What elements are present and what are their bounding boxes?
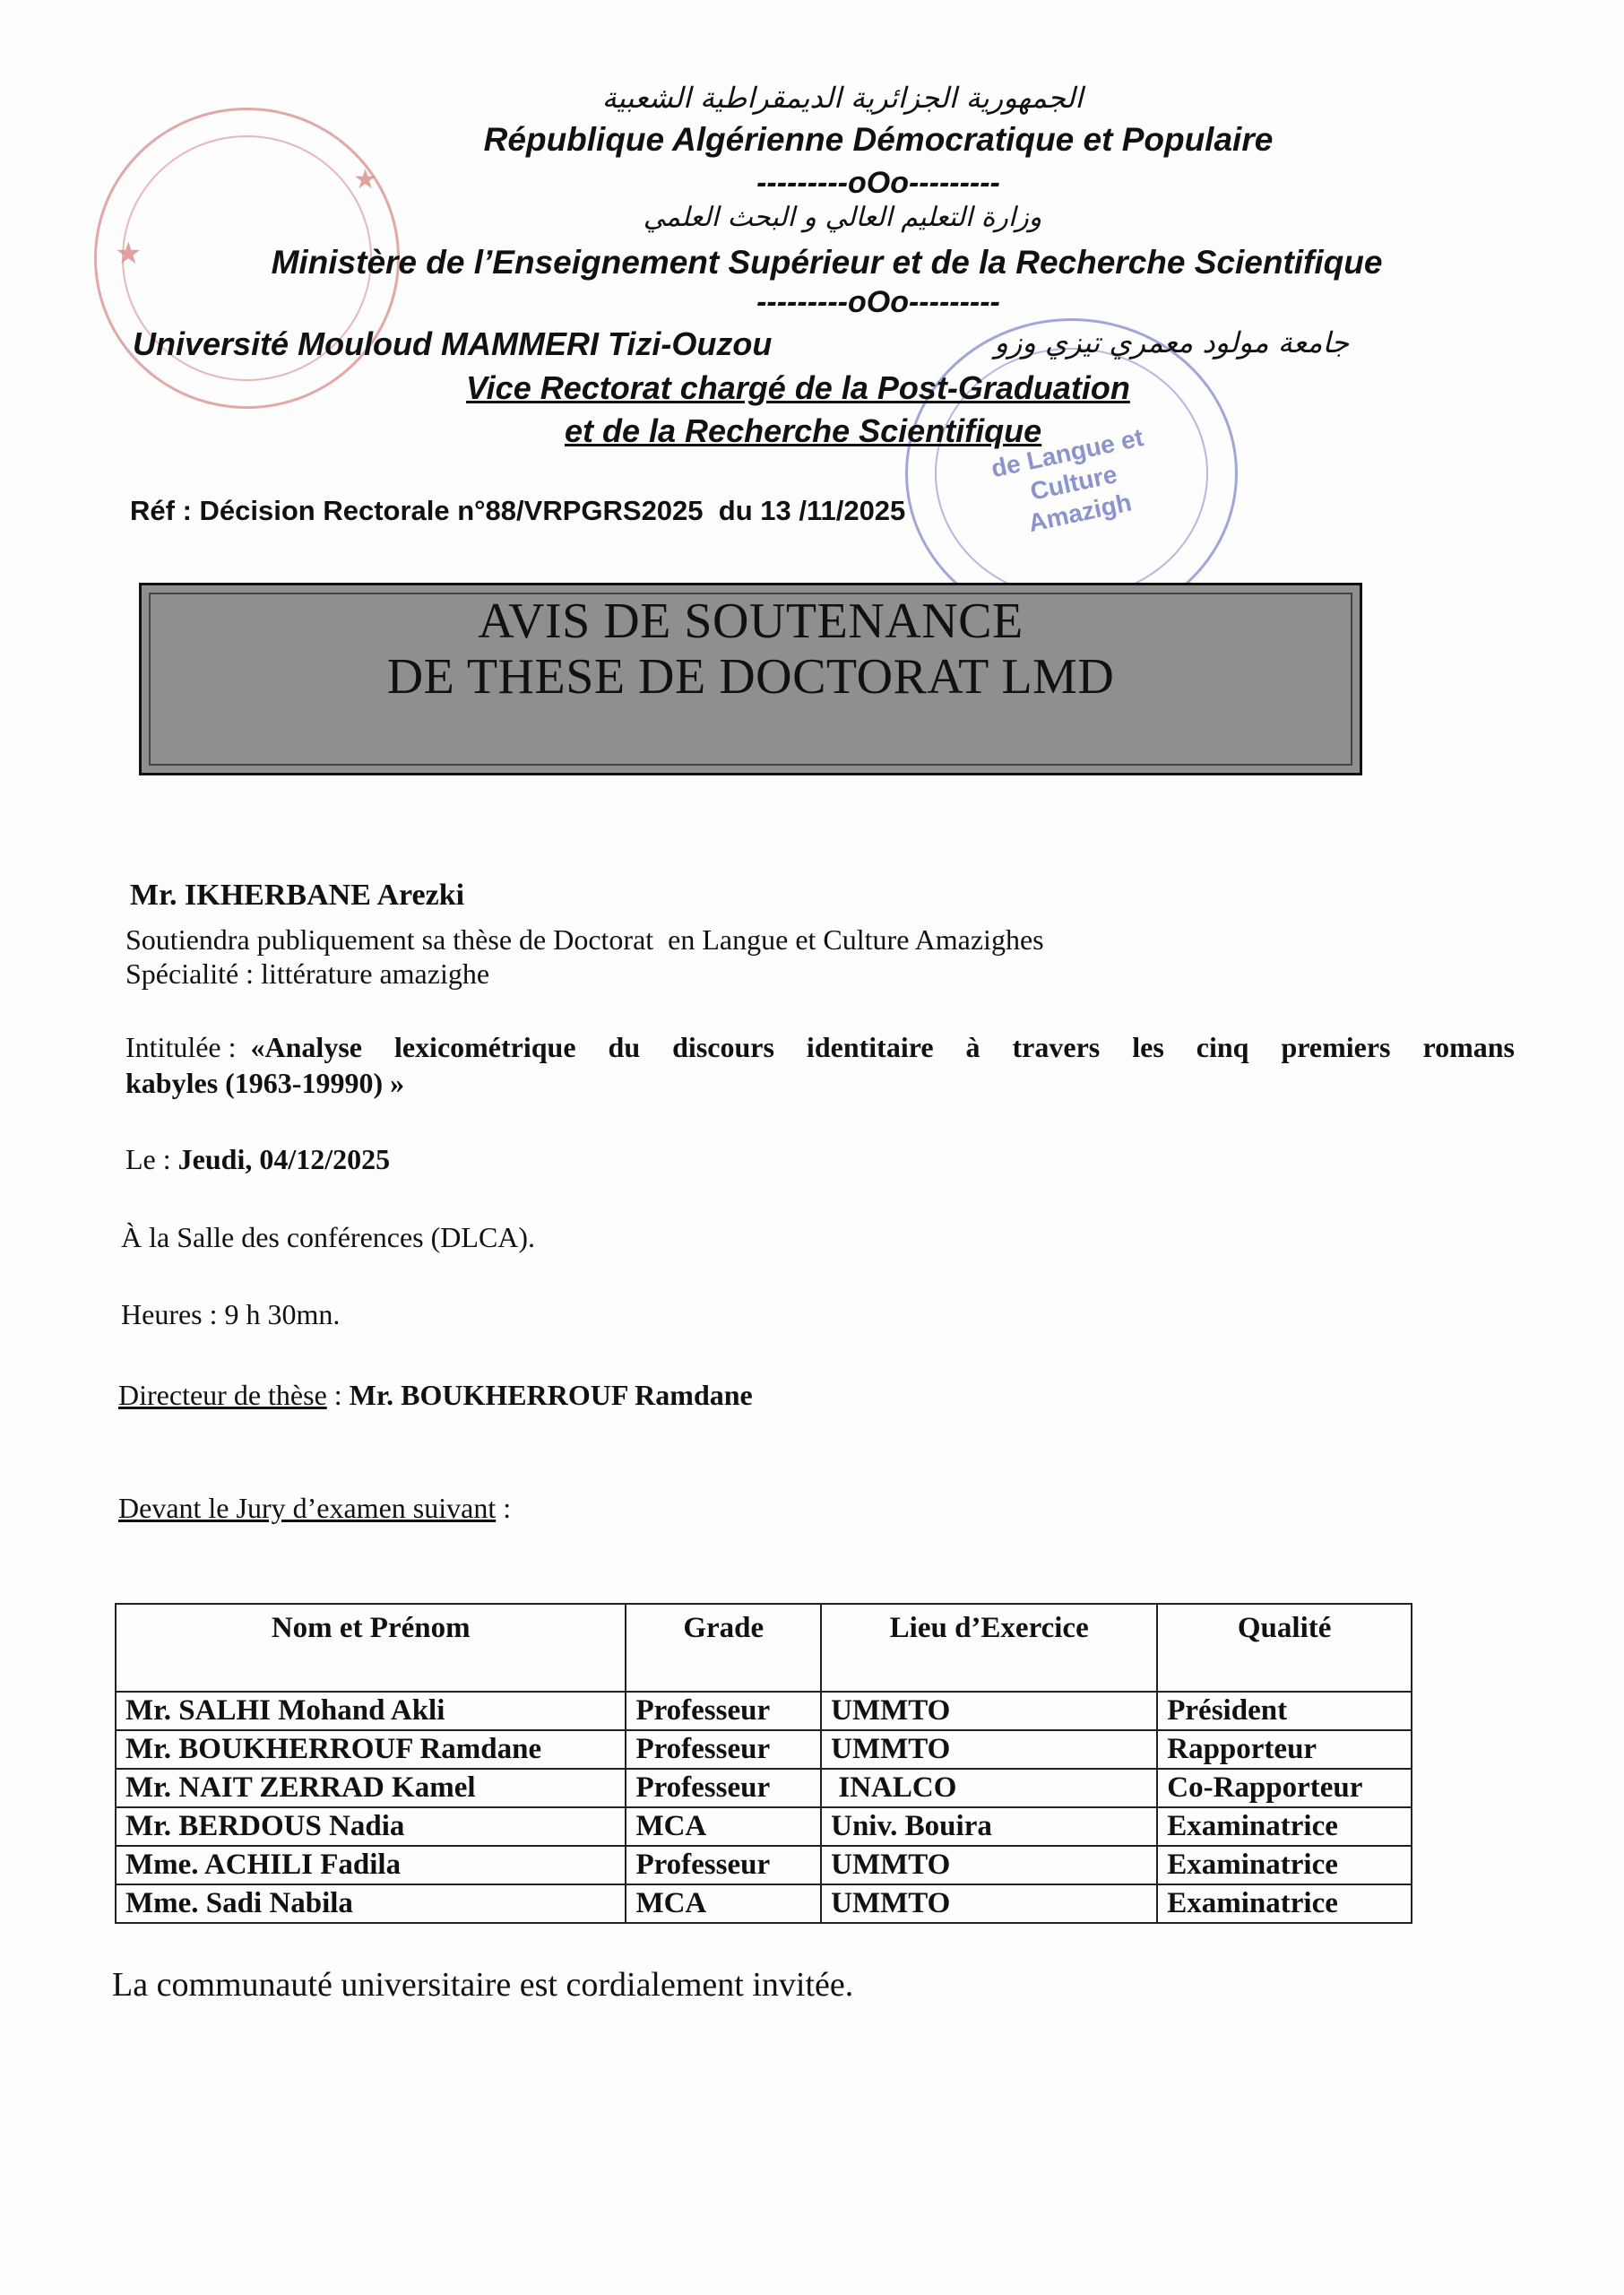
date-line <box>125 1143 390 1176</box>
cell-lieu: INALCO <box>821 1769 1157 1807</box>
table-header-row <box>116 1604 1412 1692</box>
cell-qualite: Rapporteur <box>1157 1730 1412 1769</box>
director-sep: : <box>326 1379 350 1411</box>
cell-lieu: Univ. Bouira <box>821 1807 1157 1846</box>
republic-heading: République Algérienne Démocratique et Populaire <box>483 121 1274 158</box>
stamp-text: de Langue et Culture Amazigh <box>989 423 1146 538</box>
cell-grade: MCA <box>626 1807 821 1846</box>
cell-grade: Professeur <box>626 1769 821 1807</box>
cell-grade: Professeur <box>626 1730 821 1769</box>
cell-lieu: UMMTO <box>821 1884 1157 1923</box>
cell-qualite: Examinatrice <box>1157 1846 1412 1884</box>
thesis-title-line2: kabyles (1963-19990) » <box>125 1067 405 1099</box>
cell-name: Mr. NAIT ZERRAD Kamel <box>116 1769 626 1807</box>
jury-intro-sep: : <box>496 1492 512 1524</box>
cell-grade: MCA <box>626 1884 821 1923</box>
table-row <box>116 1730 1412 1769</box>
title-line2: DE THESE DE DOCTORAT LMD <box>386 649 1115 705</box>
header-grade: Grade <box>626 1604 821 1692</box>
arabic-ministry-heading: وزارة التعليم العالي و البحث العلمي <box>643 202 1042 233</box>
ministry-heading: Ministère de l’Enseignement Supérieur et de la Recherche Scientifique <box>271 244 1383 281</box>
thesis-title-line1: «Analyse lexicométrique du discours identitaire à travers les cinq premiers romans <box>250 1031 1515 1063</box>
thesis-line1 <box>125 1029 1515 1065</box>
header-separator: ---------oOo--------- <box>756 285 1000 319</box>
header-lieu: Lieu d’Exercice <box>821 1604 1157 1692</box>
time-line: Heures : 9 h 30mn. <box>121 1298 341 1330</box>
table-row <box>116 1692 1412 1730</box>
table-row <box>116 1846 1412 1884</box>
jury-intro-label: Devant le Jury d’examen suivant <box>118 1492 497 1524</box>
jury-table <box>115 1603 1412 1924</box>
date-value: Jeudi, 04/12/2025 <box>177 1143 391 1175</box>
thesis-label: Intitulée : <box>125 1031 244 1063</box>
cell-qualite: Examinatrice <box>1157 1884 1412 1923</box>
vice-rectorat-line1: Vice Rectorat chargé de la Post-Graduation <box>466 369 1130 406</box>
university-name: Université Mouloud MAMMERI Tizi-Ouzou <box>133 325 773 362</box>
arabic-republic-heading: الجمهورية الجزائرية الديمقراطية الشعبية <box>601 81 1084 115</box>
cell-name: Mr. BOUKHERROUF Ramdane <box>116 1730 626 1769</box>
cell-lieu: UMMTO <box>821 1730 1157 1769</box>
director-name: Mr. BOUKHERROUF Ramdane <box>349 1379 753 1411</box>
reference-line: Réf : Décision Rectorale n°88/VRPGRS2025 du 13 /11/2025 <box>130 495 906 526</box>
cell-qualite: Président <box>1157 1692 1412 1730</box>
header-separator: ---------oOo--------- <box>756 166 1000 200</box>
candidate-name: Mr. IKHERBANE Arezki <box>130 879 465 912</box>
table-row <box>116 1769 1412 1807</box>
cell-name: Mr. SALHI Mohand Akli <box>116 1692 626 1730</box>
date-label: Le : <box>125 1143 178 1175</box>
cell-grade: Professeur <box>626 1692 821 1730</box>
arabic-university-name: جامعة مولود معمري تيزي وزو <box>994 325 1349 359</box>
thesis-title-block <box>125 1029 1515 1101</box>
director-label: Directeur de thèse <box>118 1379 327 1411</box>
title-box <box>139 583 1362 775</box>
vice-rectorat-line2: et de la Recherche Scientifique <box>565 412 1042 449</box>
cell-grade: Professeur <box>626 1846 821 1884</box>
location-line: À la Salle des conférences (DLCA). <box>121 1221 536 1253</box>
candidate-specialty: Spécialité : littérature amazighe <box>125 957 490 990</box>
table-row <box>116 1884 1412 1923</box>
red-stamp-icon: ★ ★ <box>94 108 400 409</box>
cell-name: Mme. Sadi Nabila <box>116 1884 626 1923</box>
closing-line: La communauté universitaire est cordialement invitée. <box>112 1966 854 2004</box>
cell-name: Mme. ACHILI Fadila <box>116 1846 626 1884</box>
title-line1: AVIS DE SOUTENANCE <box>478 593 1024 649</box>
cell-lieu: UMMTO <box>821 1692 1157 1730</box>
director-line <box>118 1379 753 1412</box>
header-qualite: Qualité <box>1157 1604 1412 1692</box>
cell-qualite: Examinatrice <box>1157 1807 1412 1846</box>
jury-intro <box>118 1492 511 1525</box>
header-nom: Nom et Prénom <box>116 1604 626 1692</box>
table-row <box>116 1807 1412 1846</box>
candidate-line1: Soutiendra publiquement sa thèse de Doctorat en Langue et Culture Amazighes <box>125 923 1044 956</box>
cell-lieu: UMMTO <box>821 1846 1157 1884</box>
cell-name: Mr. BERDOUS Nadia <box>116 1807 626 1846</box>
cell-qualite: Co-Rapporteur <box>1157 1769 1412 1807</box>
